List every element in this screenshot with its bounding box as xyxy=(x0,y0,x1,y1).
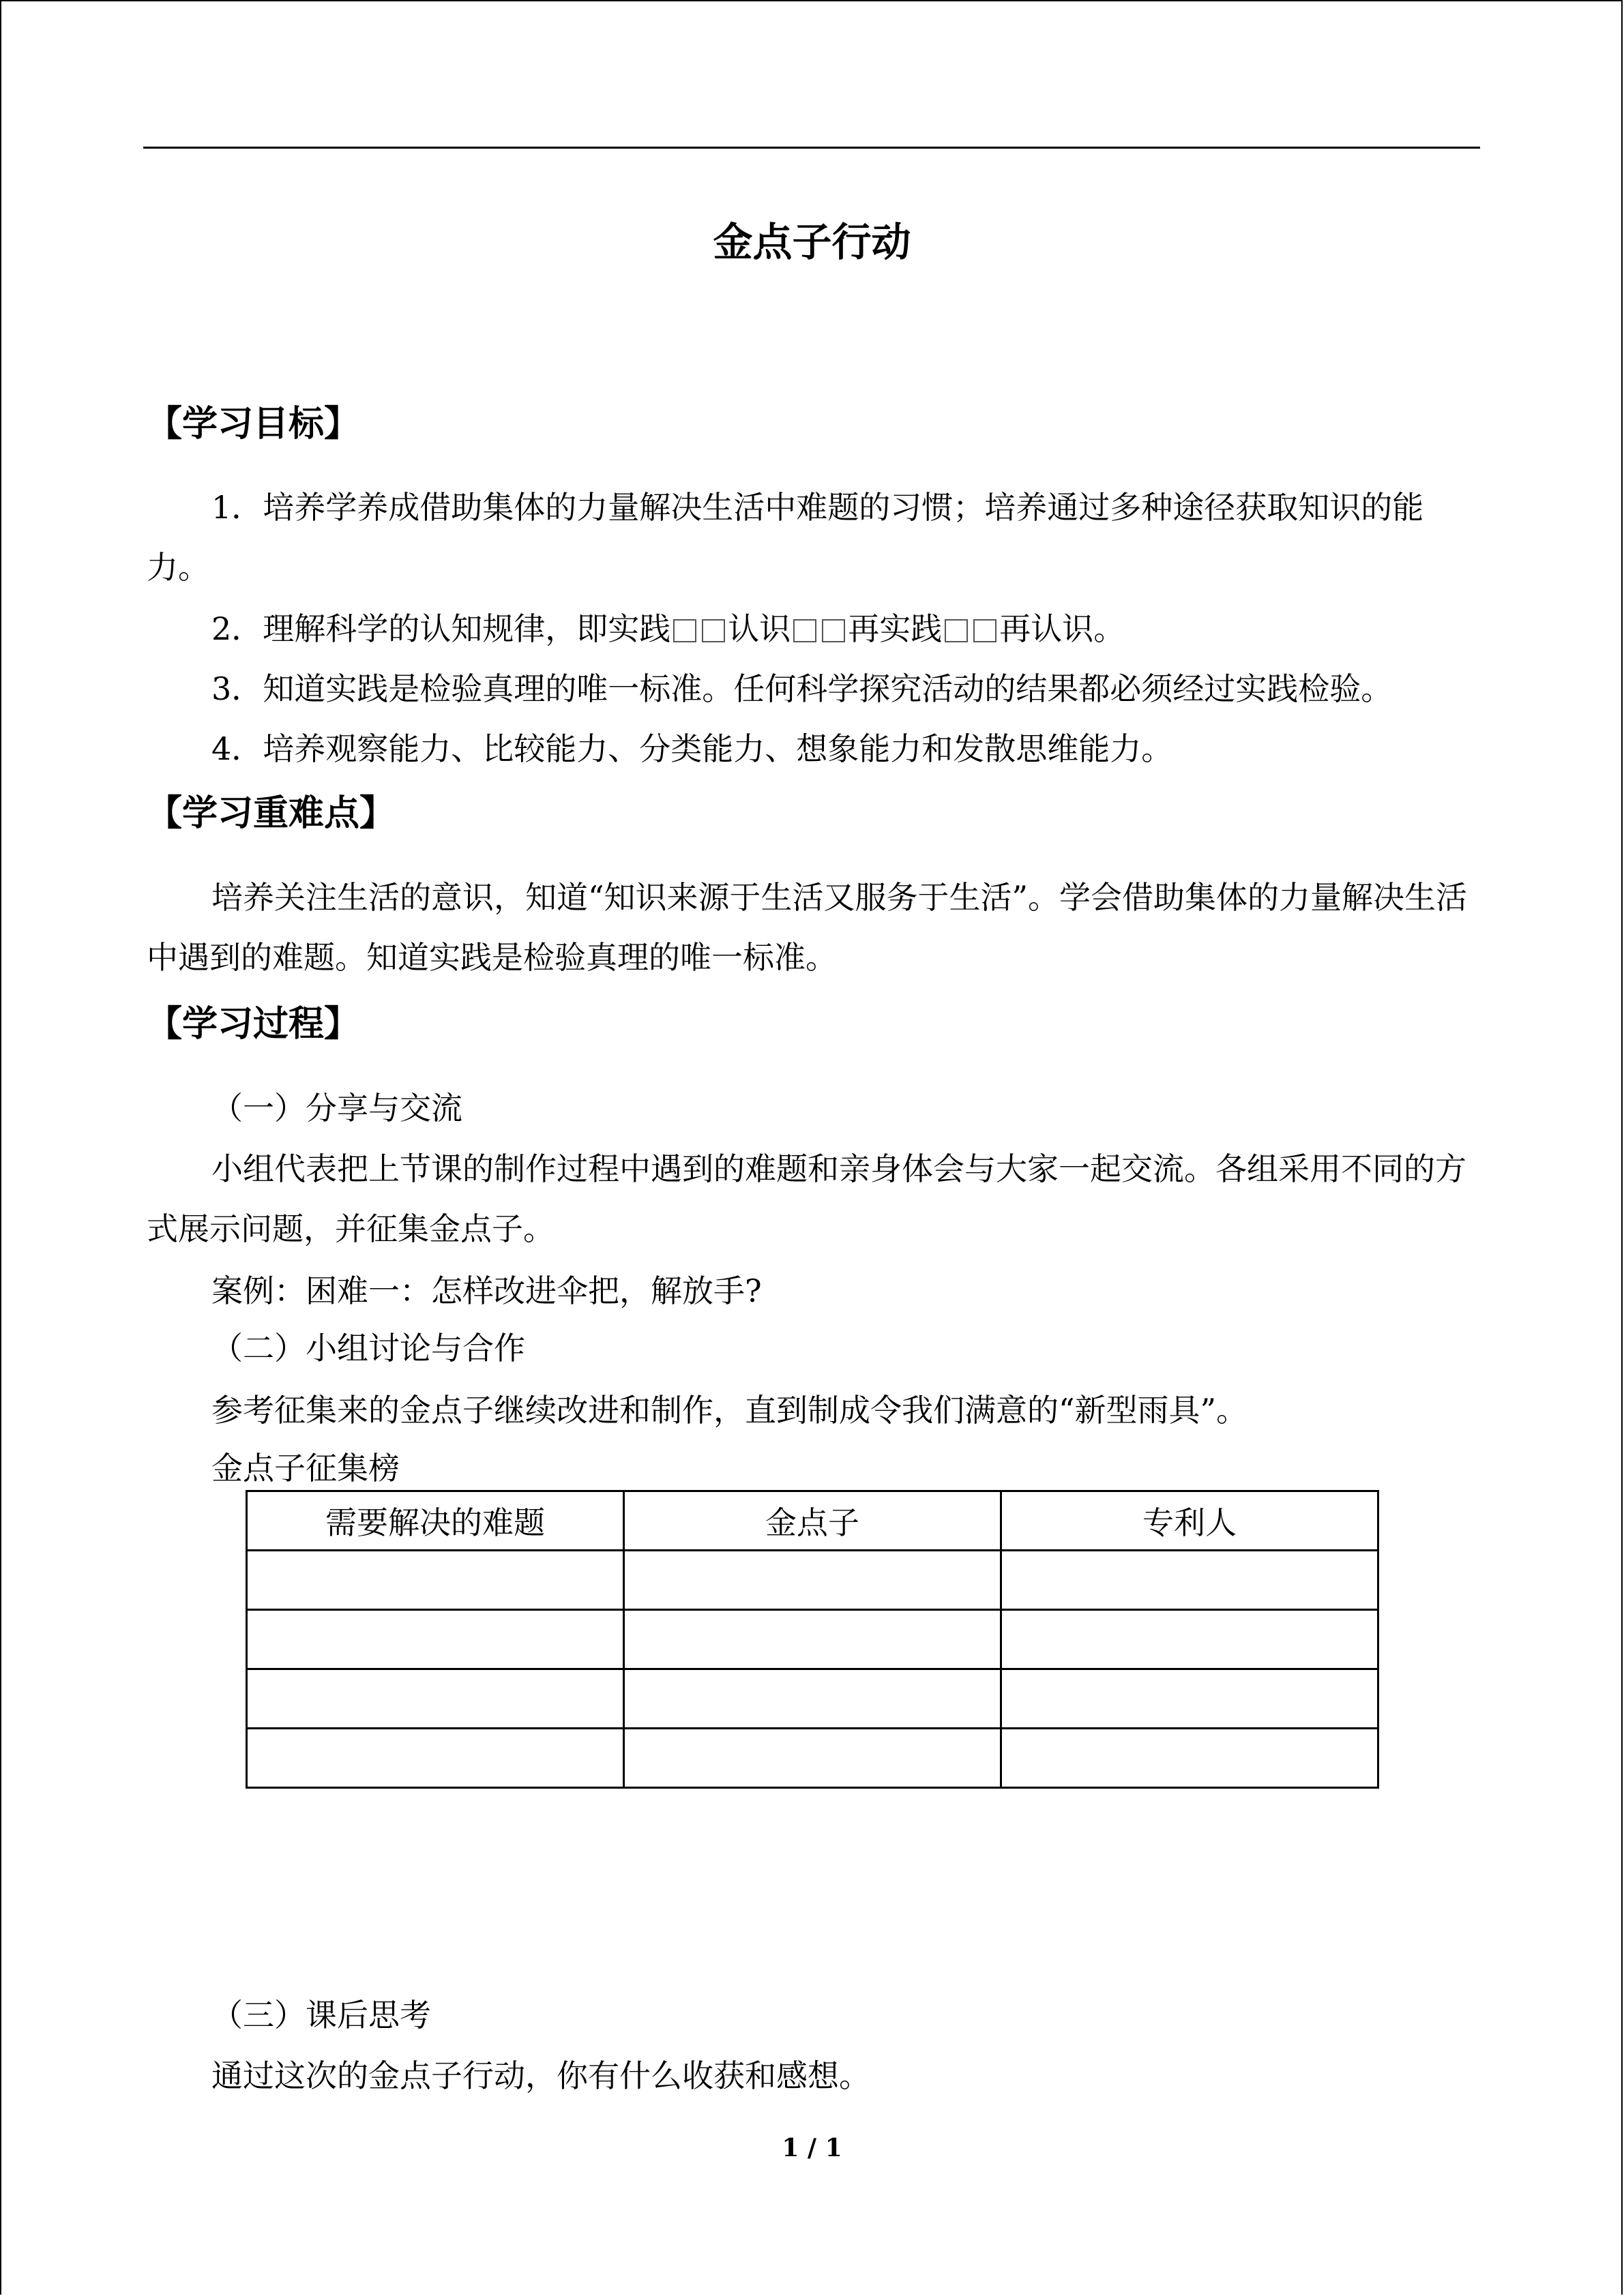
objective-3: 3．知道实践是检验真理的唯一标准。任何科学探究活动的结果都必须经过实践检验。 xyxy=(211,670,1393,707)
objective-2: 2．理解科学的认知规律，即实践 认识 再实践 再认识。 xyxy=(211,610,1125,647)
key-points-heading: 【学习重难点】 xyxy=(147,792,396,834)
table-cell xyxy=(624,1610,1001,1669)
table-cell xyxy=(624,1669,1001,1729)
part1-title: （一）分享与交流 xyxy=(211,1090,462,1127)
table-cell xyxy=(247,1669,624,1729)
ideas-table xyxy=(246,1490,1379,1789)
objective-1: 1．培养学养成借助集体的力量解决生活中难题的习惯；培养通过多种途径获取知识的能力。 xyxy=(147,489,1424,586)
part2-title: （二）小组讨论与合作 xyxy=(211,1330,525,1367)
page-number: 1 / 1 xyxy=(782,2134,842,2162)
blank-box xyxy=(793,619,816,642)
table-cell xyxy=(624,1551,1001,1610)
objective-4: 4．培养观察能力、比较能力、分类能力、想象能力和发散思维能力。 xyxy=(211,730,1173,767)
column-header-problem: 需要解决的难题 xyxy=(247,1491,624,1551)
case-text: 案例：困难一：怎样改进伞把，解放手? xyxy=(211,1272,762,1309)
process-heading: 【学习过程】 xyxy=(147,1003,360,1045)
page-title: 金点子行动 xyxy=(713,219,911,265)
table-row xyxy=(247,1551,1378,1610)
table-cell xyxy=(1001,1551,1378,1610)
column-header-idea: 金点子 xyxy=(624,1491,1001,1551)
table-header-row xyxy=(247,1491,1378,1551)
blank-box xyxy=(945,619,968,642)
blank-box xyxy=(973,619,996,642)
header-rule xyxy=(143,147,1480,149)
blank-box xyxy=(673,619,696,642)
table-cell xyxy=(1001,1729,1378,1788)
blank-box xyxy=(702,619,725,642)
column-header-patentee: 专利人 xyxy=(1001,1491,1378,1551)
part3-text: 通过这次的金点子行动，你有什么收获和感想。 xyxy=(211,2057,870,2094)
part1-text: 小组代表把上节课的制作过程中遇到的难题和亲身体会与大家一起交流。各组采用不同的方式展示问题，并征集金点子。 xyxy=(147,1150,1466,1247)
table-row xyxy=(247,1669,1378,1729)
table-caption: 金点子征集榜 xyxy=(211,1450,400,1487)
table-cell xyxy=(247,1551,624,1610)
key-points-text: 培养关注生活的意识，知道“知识来源于生活又服务于生活”。学会借助集体的力量解决生活中遇到的难题。知道实践是检验真理的唯一标准。 xyxy=(147,879,1468,976)
objectives-heading: 【学习目标】 xyxy=(147,403,360,445)
table-cell xyxy=(1001,1610,1378,1669)
part2-text: 参考征集来的金点子继续改进和制作，直到制成令我们满意的“新型雨具”。 xyxy=(211,1392,1248,1429)
table-row xyxy=(247,1729,1378,1788)
blank-box xyxy=(822,619,845,642)
table-cell xyxy=(1001,1669,1378,1729)
table-row xyxy=(247,1610,1378,1669)
table-cell xyxy=(624,1729,1001,1788)
table-cell xyxy=(247,1610,624,1669)
part3-title: （三）课后思考 xyxy=(211,1997,431,2033)
table-cell xyxy=(247,1729,624,1788)
